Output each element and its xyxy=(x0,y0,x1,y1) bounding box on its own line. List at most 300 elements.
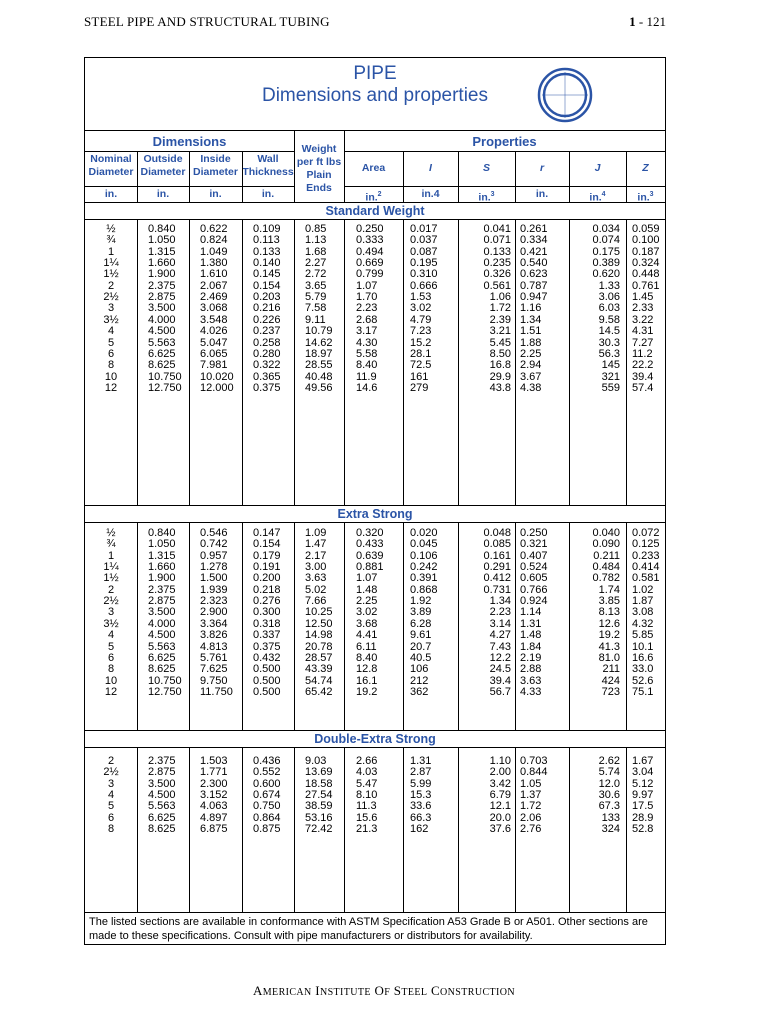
pipe-table-frame xyxy=(84,57,666,945)
table-cell: 0.133 xyxy=(253,245,281,258)
table-cell: 4.500 xyxy=(148,629,176,642)
table-cell: 0.187 xyxy=(632,245,660,258)
table-cell: 12.50 xyxy=(305,617,333,630)
unit-label: in.$^3$ xyxy=(478,191,495,204)
table-cell: 0.237 xyxy=(253,325,281,338)
table-cell: 15.6 xyxy=(356,811,378,824)
table-cell: 18.97 xyxy=(305,347,333,360)
table-cell: 0.250 xyxy=(520,527,548,539)
table-cell: 2.875 xyxy=(148,291,176,304)
table-cell: 2.323 xyxy=(200,595,228,608)
table-cell: 3.68 xyxy=(356,617,378,630)
table-cell: 5.563 xyxy=(148,336,176,349)
table-cell: ¾ xyxy=(106,538,116,551)
table-cell: 33.6 xyxy=(410,800,432,813)
table-cell: 0.407 xyxy=(520,549,548,562)
table-cell: 1.07 xyxy=(356,572,378,585)
table-cell: 10.750 xyxy=(148,674,182,687)
table-cell: 5 xyxy=(107,336,115,349)
table-cell: 1 xyxy=(107,245,115,258)
table-cell: 81.0 xyxy=(598,651,620,664)
table-cell: 1.660 xyxy=(148,561,176,574)
table-cell: 18.58 xyxy=(305,777,333,790)
table-cell: 0.622 xyxy=(200,223,228,235)
table-cell: 0.824 xyxy=(200,234,228,247)
table-cell: 57.4 xyxy=(632,381,654,394)
table-cell: 5.761 xyxy=(200,651,228,664)
table-cell: 0.85 xyxy=(305,223,327,235)
table-cell: 5 xyxy=(107,800,115,813)
table-cell: 1.939 xyxy=(200,583,228,596)
table-cell: 2.17 xyxy=(305,549,327,562)
table-cell: 20.78 xyxy=(305,640,333,653)
rule xyxy=(137,151,138,202)
table-cell: 8.625 xyxy=(148,663,176,676)
table-cell: 324 xyxy=(601,823,620,836)
unit-label: in. xyxy=(209,188,222,200)
table-cell: 12.0 xyxy=(598,777,620,790)
table-cell: 0.106 xyxy=(410,549,438,562)
table-cell: 3 xyxy=(107,606,115,619)
table-cell: 0.412 xyxy=(483,572,511,585)
table-cell: 2½ xyxy=(103,291,119,304)
table-title-line2: Dimensions and properties xyxy=(261,85,488,106)
table-cell: 3.63 xyxy=(305,572,327,585)
table-cell: 27.54 xyxy=(305,789,333,802)
table-cell: 1.09 xyxy=(305,527,327,539)
table-cell: 0.090 xyxy=(592,538,620,551)
table-cell: 3.22 xyxy=(632,313,654,326)
table-cell: 12 xyxy=(104,685,118,698)
table-cell: 4.813 xyxy=(200,640,228,653)
table-cell: 1.48 xyxy=(520,629,542,642)
table-cell: 5.74 xyxy=(598,766,620,779)
table-cell: 0.742 xyxy=(200,538,228,551)
table-cell: 3.500 xyxy=(148,302,176,315)
rule xyxy=(344,186,665,187)
table-cell: 4.41 xyxy=(356,629,378,642)
rule xyxy=(85,505,665,506)
table-cell: 72.42 xyxy=(305,823,333,836)
rule xyxy=(626,151,627,202)
table-cell: 3.65 xyxy=(305,279,327,292)
table-cell: 1.33 xyxy=(598,279,620,292)
table-cell: 0.924 xyxy=(520,595,548,608)
table-cell: 3.21 xyxy=(489,325,511,338)
table-cell: 0.639 xyxy=(356,549,384,562)
table-cell: 4 xyxy=(107,325,115,338)
table-cell: 2½ xyxy=(103,595,119,608)
table-cell: 0.034 xyxy=(592,223,620,235)
table-cell: 0.844 xyxy=(520,766,548,779)
table-cell: 2.68 xyxy=(356,313,378,326)
table-cell: 5.47 xyxy=(356,777,378,790)
table-cell: 0.233 xyxy=(632,549,660,562)
table-cell: 0.500 xyxy=(253,674,281,687)
table-cell: 0.059 xyxy=(632,223,660,235)
table-cell: 72.5 xyxy=(410,359,432,372)
table-cell: 0.154 xyxy=(253,538,281,551)
table-cell: 2.00 xyxy=(489,766,511,779)
table-cell: 6.065 xyxy=(200,347,228,360)
table-cell: 1.74 xyxy=(598,583,620,596)
col-header-area: Area xyxy=(361,162,386,174)
rule xyxy=(85,202,665,203)
table-cell: 0.145 xyxy=(253,268,281,281)
table-cell: 9.11 xyxy=(305,313,326,326)
table-cell: 3.02 xyxy=(356,606,378,619)
col-header-r: r xyxy=(539,162,545,174)
table-cell: 15.3 xyxy=(410,789,432,802)
table-cell: 4.03 xyxy=(356,766,378,779)
table-cell: 0.436 xyxy=(253,755,281,767)
table-cell: 2.94 xyxy=(520,359,542,372)
table-cell: 0.133 xyxy=(483,245,511,258)
table-cell: 12.1 xyxy=(489,800,511,813)
rule xyxy=(85,219,665,220)
table-cell: 8.40 xyxy=(356,651,378,664)
table-cell: 0.300 xyxy=(253,606,281,619)
table-cell: 0.310 xyxy=(410,268,438,281)
table-cell: 6.625 xyxy=(148,347,176,360)
table-cell: 1.07 xyxy=(356,279,378,292)
table-cell: 1.47 xyxy=(305,538,327,551)
table-cell: 9.03 xyxy=(305,755,327,767)
table-cell: ½ xyxy=(106,223,116,235)
table-cell: 3.67 xyxy=(520,370,542,383)
table-cell: 0.391 xyxy=(410,572,438,585)
table-cell: 1.315 xyxy=(148,245,176,258)
table-cell: 0.195 xyxy=(410,257,438,270)
table-cell: 2.067 xyxy=(200,279,228,292)
table-cell: 0.200 xyxy=(253,572,281,585)
table-cell: 723 xyxy=(601,685,620,698)
table-cell: 16.1 xyxy=(356,674,378,687)
table-cell: 7.58 xyxy=(305,302,327,315)
col-header-outside-diameter: Outside Diameter xyxy=(140,153,186,178)
table-cell: 4.500 xyxy=(148,325,176,338)
table-cell: 2.875 xyxy=(148,595,176,608)
running-header xyxy=(84,14,666,34)
footnote: The listed sections are available in conformance with ASTM Specification A53 Grade B or A501. Other sections are made to these specifications. Consult with pipe manufacturers or distributors for availability. xyxy=(85,912,665,944)
table-cell: 0.600 xyxy=(253,777,281,790)
table-cell: 0.020 xyxy=(410,527,438,539)
table-cell: 0.840 xyxy=(148,527,176,539)
rule xyxy=(458,151,459,202)
table-cell: 4.063 xyxy=(200,800,228,813)
table-cell: 2.375 xyxy=(148,755,176,767)
table-cell: 1.380 xyxy=(200,257,228,270)
table-cell: 3.068 xyxy=(200,302,228,315)
table-cell: 2.62 xyxy=(598,755,620,767)
unit-label: in.$^2$ xyxy=(365,191,382,204)
table-cell: 211 xyxy=(602,663,620,676)
table-cell: 2.88 xyxy=(520,663,542,676)
table-cell: 1.13 xyxy=(305,234,327,247)
table-cell: 30.3 xyxy=(598,336,620,349)
table-cell: 0.322 xyxy=(253,359,281,372)
table-cell: 2 xyxy=(107,279,115,292)
table-cell: 39.4 xyxy=(632,370,654,383)
table-cell: 1½ xyxy=(103,268,119,281)
col-header-Z: Z xyxy=(642,162,649,174)
table-cell: 39.4 xyxy=(489,674,511,687)
table-cell: 5.79 xyxy=(305,291,327,304)
table-cell: 0.389 xyxy=(592,257,620,270)
table-cell: 0.947 xyxy=(520,291,548,304)
table-cell: 0.448 xyxy=(632,268,660,281)
table-cell: 8 xyxy=(107,823,115,836)
table-cell: 7.23 xyxy=(410,325,432,338)
table-cell: 0.875 xyxy=(253,823,281,836)
table-cell: 0.320 xyxy=(356,527,384,539)
pipe-properties-table xyxy=(85,130,665,912)
table-cell: 28.1 xyxy=(410,347,432,360)
table-cell: 49.56 xyxy=(305,381,333,394)
table-cell: 0.071 xyxy=(483,234,511,247)
table-cell: 37.6 xyxy=(489,823,511,836)
table-cell: 1¼ xyxy=(103,561,119,574)
table-cell: 0.540 xyxy=(520,257,548,270)
table-cell: 0.623 xyxy=(520,268,548,281)
table-cell: 11.9 xyxy=(356,370,377,383)
table-cell: 1.34 xyxy=(489,595,511,608)
table-cell: 8.13 xyxy=(598,606,620,619)
table-cell: 2.06 xyxy=(520,811,542,824)
table-cell: 0.864 xyxy=(253,811,281,824)
table-cell: 5.85 xyxy=(632,629,654,642)
table-cell: 3.500 xyxy=(148,777,176,790)
table-cell: 0.957 xyxy=(200,549,228,562)
table-cell: 0.731 xyxy=(483,583,511,596)
table-cell: 14.6 xyxy=(356,381,378,394)
table-cell: 0.017 xyxy=(410,223,438,235)
table-cell: 2.39 xyxy=(489,313,511,326)
table-cell: 321 xyxy=(601,370,620,383)
table-cell: 3.85 xyxy=(598,595,620,608)
table-cell: 0.041 xyxy=(483,223,511,235)
table-cell: 1.70 xyxy=(356,291,378,304)
table-cell: 0.191 xyxy=(253,561,281,574)
table-cell: 4.000 xyxy=(148,313,176,326)
table-cell: 4.897 xyxy=(200,811,228,824)
table-cell: 12.2 xyxy=(489,651,511,664)
table-cell: 14.62 xyxy=(305,336,333,349)
table-cell: 0.787 xyxy=(520,279,548,292)
table-cell: 0.766 xyxy=(520,583,548,596)
table-cell: 3 xyxy=(107,302,115,315)
rule xyxy=(294,131,295,202)
table-cell: 1.14 xyxy=(520,606,542,619)
table-cell: 0.666 xyxy=(410,279,438,292)
table-cell: 1.92 xyxy=(410,595,432,608)
table-cell: 3.04 xyxy=(632,766,654,779)
table-cell: 0.552 xyxy=(253,766,281,779)
table-cell: 1.503 xyxy=(200,755,228,767)
table-cell: 4 xyxy=(107,629,115,642)
table-cell: 2½ xyxy=(103,766,119,779)
table-cell: 0.868 xyxy=(410,583,438,596)
table-cell: 16.8 xyxy=(489,359,511,372)
table-cell: 3.152 xyxy=(200,789,228,802)
table-cell: 10 xyxy=(104,370,118,383)
table-cell: 1.48 xyxy=(356,583,378,596)
table-cell: 3 xyxy=(107,777,115,790)
table-cell: 30.6 xyxy=(598,789,620,802)
table-cell: 3.364 xyxy=(200,617,228,630)
rule xyxy=(189,151,190,202)
table-cell: 0.782 xyxy=(592,572,620,585)
table-cell: 1.51 xyxy=(520,325,542,338)
table-cell: 3.06 xyxy=(598,291,620,304)
table-cell: 10.25 xyxy=(305,606,333,619)
table-cell: 19.2 xyxy=(598,629,620,642)
table-cell: 4.30 xyxy=(356,336,378,349)
table-cell: 56.3 xyxy=(598,347,620,360)
table-cell: 5.563 xyxy=(148,640,176,653)
table-cell: 3.500 xyxy=(148,606,176,619)
table-cell: 8.50 xyxy=(489,347,511,360)
table-cell: 0.087 xyxy=(410,245,438,258)
table-cell: 15.2 xyxy=(410,336,432,349)
table-cell: 0.258 xyxy=(253,336,281,349)
table-cell: 1.02 xyxy=(632,583,654,596)
section-header: Standard Weight xyxy=(325,204,425,218)
table-cell: 0.674 xyxy=(253,789,281,802)
table-cell: 12.750 xyxy=(148,381,182,394)
table-cell: 2.76 xyxy=(520,823,542,836)
table-cell: 28.57 xyxy=(305,651,333,664)
table-cell: 1.53 xyxy=(410,291,432,304)
table-cell: 3.00 xyxy=(305,561,327,574)
col-header-I: I xyxy=(429,162,432,174)
table-cell: 0.250 xyxy=(356,223,384,235)
table-cell: 54.74 xyxy=(305,674,333,687)
table-cell: 161 xyxy=(410,370,429,383)
table-cell: 0.500 xyxy=(253,685,281,698)
unit-label: in. xyxy=(535,188,549,200)
table-cell: 4.026 xyxy=(200,325,228,338)
table-cell: 1 xyxy=(107,549,115,562)
table-cell: 14.98 xyxy=(305,629,333,642)
unit-label: in. xyxy=(261,188,275,200)
table-cell: 8 xyxy=(107,359,115,372)
table-cell: 13.69 xyxy=(305,766,333,779)
table-cell: 1.67 xyxy=(632,755,654,767)
table-cell: 0.750 xyxy=(253,800,281,813)
table-cell: 1.05 xyxy=(520,777,542,790)
table-cell: 40.48 xyxy=(305,370,333,383)
table-cell: 0.226 xyxy=(253,313,281,326)
table-cell: 2.72 xyxy=(305,268,327,281)
col-header-S: S xyxy=(482,162,490,174)
table-cell: 6.28 xyxy=(410,617,432,630)
table-cell: 1.31 xyxy=(520,617,542,630)
table-cell: 2.23 xyxy=(489,606,511,619)
group-header-properties: Properties xyxy=(472,134,537,149)
rule xyxy=(344,151,665,152)
table-cell: 0.375 xyxy=(253,381,281,394)
table-cell: 12.750 xyxy=(148,685,182,698)
table-cell: 5.563 xyxy=(148,800,176,813)
table-cell: 1.45 xyxy=(632,291,654,304)
table-cell: 10.020 xyxy=(200,370,234,383)
table-cell: 0.235 xyxy=(483,257,511,270)
table-cell: 4.500 xyxy=(148,789,176,802)
table-cell: 2.25 xyxy=(520,347,542,360)
table-cell: 5.58 xyxy=(356,347,378,360)
table-cell: 14.5 xyxy=(598,325,620,338)
table-cell: 6 xyxy=(107,347,115,360)
table-cell: 0.333 xyxy=(356,234,384,247)
unit-label: in. xyxy=(104,188,118,200)
table-cell: 1.278 xyxy=(200,561,228,574)
table-cell: 1.34 xyxy=(520,313,542,326)
table-cell: 11.2 xyxy=(632,347,653,360)
unit-label: in.4 xyxy=(421,188,440,200)
table-title xyxy=(85,58,665,130)
table-cell: 1.68 xyxy=(305,245,327,258)
table-cell: 0.326 xyxy=(483,268,511,281)
table-cell: 4.38 xyxy=(520,381,542,394)
table-cell: 3.63 xyxy=(520,674,542,687)
table-cell: 29.9 xyxy=(489,370,511,383)
table-cell: 559 xyxy=(601,381,620,394)
table-cell: 17.5 xyxy=(632,800,654,813)
table-cell: 22.2 xyxy=(632,359,654,372)
pipe-cross-section-icon xyxy=(537,67,593,123)
table-cell: 5 xyxy=(107,640,115,653)
table-cell: 43.39 xyxy=(305,663,333,676)
table-cell: 0.761 xyxy=(632,279,660,292)
table-cell: 5.047 xyxy=(200,336,228,349)
table-cell: 28.55 xyxy=(305,359,333,372)
table-cell: 0.276 xyxy=(253,595,281,608)
table-cell: 9.58 xyxy=(598,313,620,326)
table-cell: 1.050 xyxy=(148,538,176,551)
table-cell: 0.433 xyxy=(356,538,384,551)
rule xyxy=(403,151,404,202)
table-cell: 6.11 xyxy=(356,640,377,653)
rule xyxy=(515,151,516,202)
table-cell: 2.875 xyxy=(148,766,176,779)
table-cell: 7.981 xyxy=(200,359,228,372)
table-cell: 1.900 xyxy=(148,572,176,585)
table-cell: 9.97 xyxy=(632,789,654,802)
table-cell: 0.365 xyxy=(253,370,281,383)
table-cell: 33.0 xyxy=(632,663,654,676)
table-cell: 0.085 xyxy=(483,538,511,551)
table-cell: 6 xyxy=(107,811,115,824)
table-cell: 38.59 xyxy=(305,800,333,813)
unit-label: in. xyxy=(156,188,170,200)
table-cell: 0.799 xyxy=(356,268,384,281)
table-cell: 0.561 xyxy=(483,279,511,292)
table-cell: 145 xyxy=(601,359,620,372)
table-cell: 24.5 xyxy=(489,663,511,676)
table-cell: 10 xyxy=(104,674,118,687)
group-header-dimensions: Dimensions xyxy=(152,134,227,149)
col-header-weight: Weight per ft lbs Plain Ends xyxy=(296,143,342,194)
table-cell: 2.300 xyxy=(200,777,228,790)
table-cell: 41.3 xyxy=(598,640,620,653)
table-cell: 0.605 xyxy=(520,572,548,585)
table-cell: 66.3 xyxy=(410,811,432,824)
table-cell: 4.31 xyxy=(632,325,654,338)
table-cell: 0.494 xyxy=(356,245,384,258)
table-cell: 1.610 xyxy=(200,268,228,281)
table-cell: 16.6 xyxy=(632,651,654,664)
